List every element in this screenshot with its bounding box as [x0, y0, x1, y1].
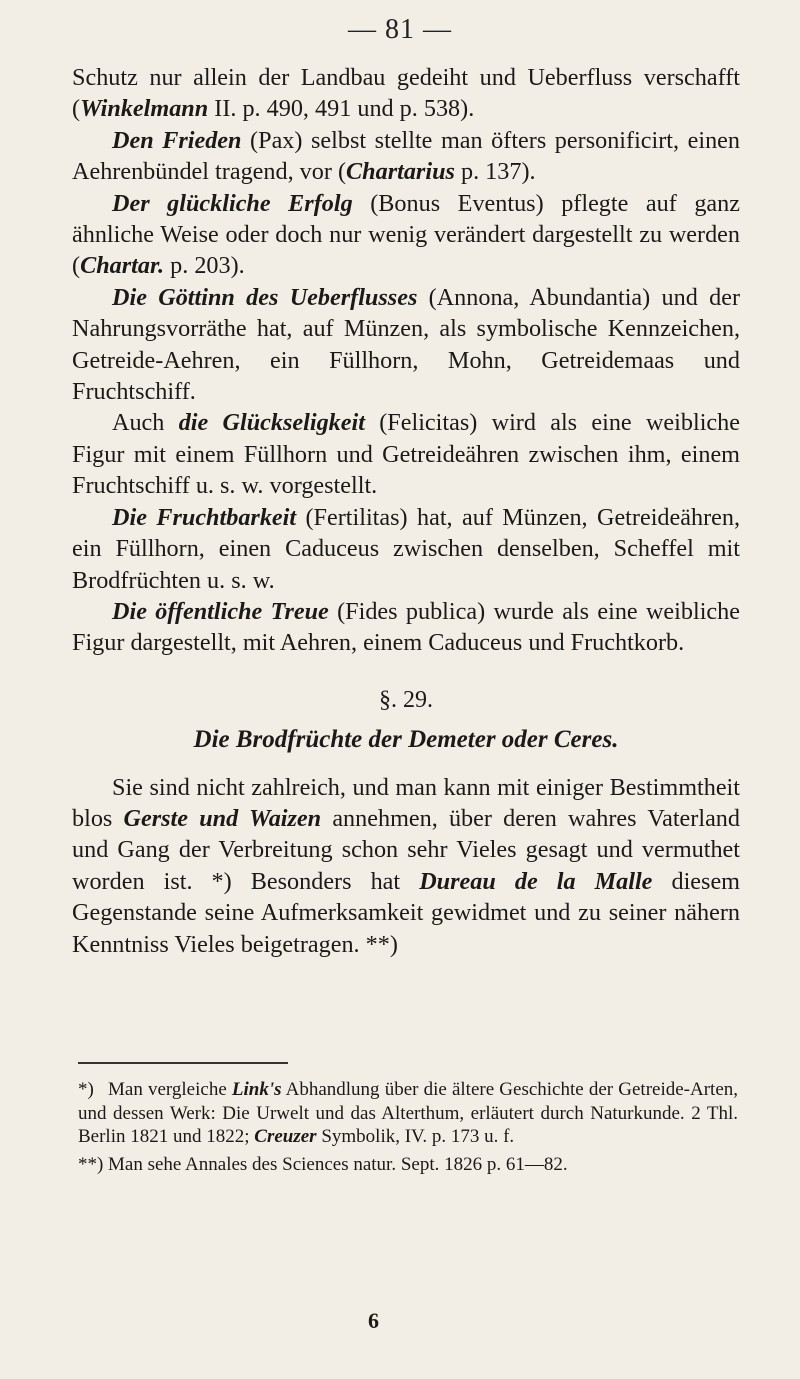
text-run: (Bonus Eventus) pflegte auf ganz ähnliche Weise oder doch nur wenig verändert dargestellt zu werden ( — [72, 189, 740, 280]
paragraph-list — [72, 62, 740, 659]
text-run: Man vergleiche — [108, 1079, 232, 1100]
italic-phrase: Gerste und Waizen — [123, 804, 322, 832]
text-run: Man sehe Annales des Sciences natur. Sept. 1826 p. 61—82. — [108, 1153, 568, 1175]
text-run: diesem Gegenstande seine Aufmerksamkeit gewidmet und zu seiner nähern Kenntniss Vieles beigetragen. **) — [72, 867, 740, 958]
text-run: (Felicitas) wird als eine weibliche Figur mit einem Füllhorn und Getreideähren zwischen ihm, einem Fruchtschiff u. s. w. vorgestellt. — [72, 409, 740, 500]
section-number: §. 29. — [379, 686, 433, 713]
text-run: (Pax) selbst stellte man öfters personificirt, einen Aehrenbündel tragend, vor ( — [72, 126, 740, 186]
paragraph — [72, 125, 740, 188]
paragraph — [72, 407, 740, 501]
text-run: Sie sind nicht zahlreich, und man kann mit einiger Bestimmtheit blos — [72, 773, 740, 832]
footnote — [78, 1078, 738, 1149]
text-run: Symbolik, IV. p. 173 u. f. — [316, 1126, 515, 1147]
footnote-mark: **) — [78, 1153, 104, 1175]
italic-phrase: Der glückliche Erfolg — [112, 189, 353, 217]
section-title: Die Brodfrüchte der Demeter oder Ceres. — [193, 726, 619, 754]
paragraph — [72, 282, 740, 408]
footnote-rule — [78, 1062, 288, 1064]
text-run: p. 203). — [164, 252, 245, 280]
text-run: Schutz nur allein der Landbau gedeiht und Ueberfluss verschafft ( — [72, 64, 740, 123]
section-paragraph — [72, 772, 740, 960]
italic-phrase: Die öffentliche Treue — [112, 597, 329, 625]
signature-mark: 6 — [368, 1308, 379, 1333]
text-run: Auch — [112, 409, 179, 437]
footnotes — [78, 1078, 738, 1180]
footnote — [78, 1153, 738, 1177]
text-run: II. p. 490, 491 und p. 538). — [208, 95, 475, 123]
text-run: annehmen, über deren wahres Vaterland und Gang der Verbreitung schon sehr Vieles gesagt und vermuthet worden ist. *) Besonders hat — [72, 804, 740, 895]
text-run: (Fertilitas) hat, auf Münzen, Getreideähren, ein Füllhorn, einen Caduceus zwischen denselben, Scheffel mit Brodfrüchten u. s. w. — [72, 503, 740, 594]
footnote-mark: *) — [78, 1079, 94, 1100]
italic-phrase: die Glückseligkeit — [178, 409, 365, 437]
italic-phrase: Winkelmann — [80, 95, 209, 123]
italic-phrase: Den Frieden — [112, 126, 242, 154]
italic-phrase: Link's — [231, 1079, 282, 1100]
italic-phrase: Die Göttinn des Ueberflusses — [112, 283, 418, 311]
italic-phrase: Dureau de la Malle — [419, 867, 653, 895]
text-run: Abhandlung über die ältere Geschichte der Getreide-Arten, und dessen Werk: Die Urwelt und das Alterthum, erläutert durch Naturkunde. 2 Thl. Berlin 1821 und 1822; — [78, 1079, 739, 1147]
italic-phrase: Chartar. — [80, 252, 165, 280]
italic-phrase: Chartarius — [346, 158, 455, 186]
italic-phrase: Creuzer — [254, 1126, 317, 1147]
text-run: p. 137). — [454, 158, 536, 186]
page-number: — 81 — — [348, 14, 452, 45]
paragraph — [72, 188, 740, 282]
paragraph — [72, 596, 740, 659]
text-run: (Fides publica) wurde als eine weibliche Figur dargestellt, mit Aehren, einem Caduceus und Fruchtkorb. — [72, 597, 740, 657]
text-run: (Annona, Abundantia) und der Nahrungsvorräthe hat, auf Münzen, als symbolische Kennzeichen, Getreide-Aehren, ein Füllhorn, Mohn, Getreidemaas und Fruchtschiff. — [72, 283, 740, 406]
paragraph — [72, 62, 740, 125]
paragraph — [72, 502, 740, 596]
italic-phrase: Die Fruchtbarkeit — [112, 503, 297, 531]
main-text — [72, 62, 740, 960]
